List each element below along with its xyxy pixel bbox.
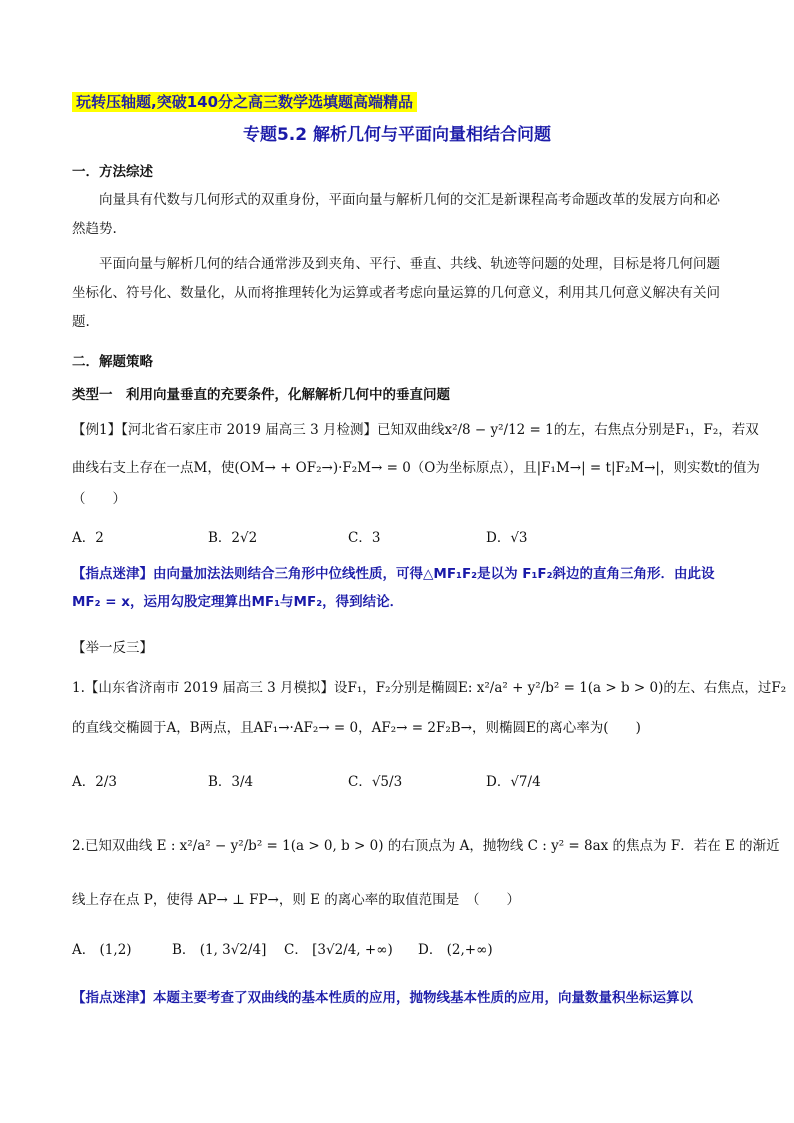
topic-title: 专题5.2 解析几何与平面向量相结合问题 [242, 125, 552, 145]
hint-tag: 【指点迷津】 [72, 566, 153, 582]
example1-line1: 【例1】【河北省石家庄市 2019 届高三 3 月检测】已知双曲线x²/8 − y²/12 = 1的左，右焦点分别是F₁，F₂，若双 [72, 422, 759, 438]
option-a: A． (1,2) [72, 942, 132, 958]
hint-box-1 [72, 560, 727, 616]
option-d: D． (2,+∞) [418, 942, 493, 958]
option-d: D．√3 [486, 530, 528, 546]
method-paragraph-1: 向量具有代数与几何形式的双重身份，平面向量与解析几何的交汇是新课程高考命题改革的发展方向和必然趋势. [72, 192, 720, 237]
option-c: C．√5/3 [348, 774, 403, 790]
section-heading-method: 一．方法综述 [72, 164, 153, 180]
option-c: C． [3√2/4, +∞) [284, 942, 393, 958]
option-a: A．2/3 [72, 774, 117, 790]
option-d: D．√7/4 [486, 774, 541, 790]
series-banner: 玩转压轴题,突破140分之高三数学选填题高端精品 [72, 92, 417, 112]
type-one-heading: 类型一 利用向量垂直的充要条件，化解解析几何中的垂直问题 [72, 387, 450, 403]
q2-line2: 线上存在点 P，使得 AP→ ⊥ FP→，则 E 的离心率的取值范围是 （ ） [72, 892, 521, 908]
option-a: A．2 [72, 530, 104, 546]
q1-line1: 1.【山东省济南市 2019 届高三 3 月模拟】设F₁，F₂分别是椭圆E: x²/a² + y²/b² = 1(a > b > 0)的左、右焦点，过F₂ [72, 680, 787, 696]
option-b: B．3/4 [208, 774, 254, 790]
example1-line2: 曲线右支上存在一点M，使(OM→ + OF₂→)·F₂M→ = 0（O为坐标原点），且|F₁M→| = t|F₂M→|，则实数t的值为 [72, 460, 760, 476]
practice-heading: 【举一反三】 [72, 640, 153, 656]
q1-line2: 的直线交椭圆于A，B两点，且AF₁→·AF₂→ = 0，AF₂→ = 2F₂B→，则椭圆E的离心率为( ) [72, 720, 641, 736]
q2-line1: 2.已知双曲线 E : x²/a² − y²/b² = 1(a > 0, b > 0) 的右顶点为 A，抛物线 C : y² = 8ax 的焦点为 F．若在 E 的渐近 [72, 838, 780, 854]
method-paragraph-2: 平面向量与解析几何的结合通常涉及到夹角、平行、垂直、共线、轨迹等问题的处理，目标是将几何问题坐标化、符号化、数量化，从而将推理转化为运算或者考虑向量运算的几何意义，利用其几何意义解决有关问题. [72, 256, 720, 330]
example1-line3: （ ） [72, 491, 126, 507]
option-b: B．2√2 [208, 530, 258, 546]
option-c: C．3 [348, 530, 381, 546]
hint-box-2 [72, 984, 727, 1012]
section-heading-strategy: 二．解题策略 [72, 354, 153, 370]
option-b: B． (1, 3√2/4] [172, 942, 267, 958]
hint-text: 由向量加法法则结合三角形中位线性质，可得△MF₁F₂是以为 F₁F₂斜边的直角三角形．由此设MF₂ = x，运用勾股定理算出MF₁与MF₂，得到结论． [72, 566, 715, 610]
hint-text: 本题主要考查了双曲线的基本性质的应用，抛物线基本性质的应用，向量数量积坐标运算以 [153, 990, 693, 1006]
hint-tag: 【指点迷津】 [72, 990, 153, 1006]
